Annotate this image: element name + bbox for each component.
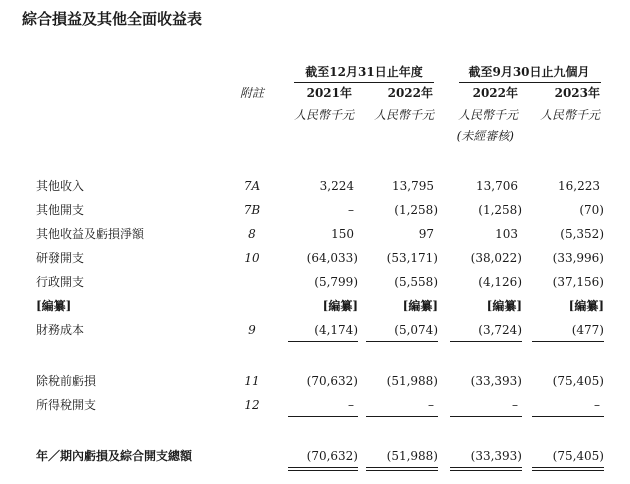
header-note-label: 附註 (240, 86, 265, 100)
total-double-rule (366, 467, 438, 468)
subtotal-rule (450, 341, 522, 342)
cell-value: 3,224 (319, 179, 354, 193)
header-year-group-rule (294, 82, 434, 83)
cell-value: 103 (495, 227, 518, 241)
row-label-rnd: 研發開支 (36, 251, 85, 265)
cell-value: (5,352) (560, 227, 604, 241)
total-double-rule (450, 467, 522, 468)
cell-value: (3,724) (478, 323, 522, 337)
header-unit-2: 人民幣千元 (373, 108, 434, 122)
row-label-other-expenses: 其他開支 (36, 203, 85, 217)
header-unit-1: 人民幣千元 (293, 108, 354, 122)
row-label-admin: 行政開支 (36, 275, 85, 289)
row-note: 7A (243, 179, 261, 193)
cell-value: [編纂] (322, 299, 358, 313)
header-year-4: 2023年 (554, 86, 600, 100)
cell-value: (33,393) (470, 374, 522, 388)
cell-value: (5,558) (394, 275, 438, 289)
header-year-1: 2021年 (306, 86, 352, 100)
cell-value: (4,126) (478, 275, 522, 289)
header-nine-month-group-rule (459, 82, 601, 83)
cell-value: (5,799) (314, 275, 358, 289)
cell-value: – (428, 398, 434, 412)
row-label-loss-before-tax: 除稅前虧損 (36, 374, 97, 388)
cell-value: [編纂] (486, 299, 522, 313)
cell-value: (1,258) (478, 203, 522, 217)
cell-value: 13,706 (476, 179, 518, 193)
cell-value: (37,156) (552, 275, 604, 289)
row-label-total: 年／期內虧損及綜合開支總額 (36, 449, 193, 463)
cell-value: (5,074) (394, 323, 438, 337)
cell-value: (1,258) (394, 203, 438, 217)
subtotal-rule (288, 341, 358, 342)
cell-value: 150 (331, 227, 354, 241)
subtotal-rule (288, 416, 358, 417)
cell-value-total: (75,405) (552, 449, 604, 463)
header-unit-3: 人民幣千元 (457, 108, 518, 122)
total-double-rule (532, 470, 604, 471)
row-note: 8 (248, 227, 256, 241)
row-label-redacted: [編纂] (36, 299, 72, 313)
cell-value: (477) (571, 323, 604, 337)
cell-value-total: (70,632) (306, 449, 358, 463)
total-double-rule (288, 470, 358, 471)
total-double-rule (450, 470, 522, 471)
row-note: 10 (244, 251, 260, 265)
row-note: 9 (248, 323, 256, 337)
cell-value: [編纂] (568, 299, 604, 313)
row-note: 12 (244, 398, 260, 412)
header-unit-4: 人民幣千元 (539, 108, 600, 122)
cell-value: – (348, 398, 354, 412)
row-note: 11 (244, 374, 260, 388)
header-year-3: 2022年 (472, 86, 518, 100)
cell-value: (64,033) (306, 251, 358, 265)
total-double-rule (366, 470, 438, 471)
header-year-2: 2022年 (387, 86, 433, 100)
cell-value: – (594, 398, 600, 412)
cell-value: (53,171) (386, 251, 438, 265)
cell-value: (38,022) (470, 251, 522, 265)
cell-value: 97 (418, 227, 434, 241)
cell-value: – (512, 398, 518, 412)
total-double-rule (288, 467, 358, 468)
subtotal-rule (450, 416, 522, 417)
cell-value: 13,795 (392, 179, 434, 193)
total-double-rule (532, 467, 604, 468)
header-unaudited: (未經審核) (456, 129, 514, 143)
cell-value: (70) (579, 203, 604, 217)
cell-value: (75,405) (552, 374, 604, 388)
cell-value: 16,223 (558, 179, 600, 193)
cell-value: (51,988) (386, 374, 438, 388)
row-note: 7B (243, 203, 261, 217)
subtotal-rule (532, 416, 604, 417)
row-label-other-income: 其他收入 (36, 179, 85, 193)
row-label-other-gains: 其他收益及虧損淨額 (36, 227, 145, 241)
row-label-income-tax: 所得稅開支 (36, 398, 97, 412)
statement-title: 綜合損益及其他全面收益表 (22, 10, 203, 28)
row-label-finance-costs: 財務成本 (36, 323, 85, 337)
cell-value: – (348, 203, 354, 217)
subtotal-rule (366, 341, 438, 342)
cell-value: [編纂] (402, 299, 438, 313)
cell-value-total: (51,988) (386, 449, 438, 463)
cell-value-total: (33,393) (470, 449, 522, 463)
header-year-group: 截至12月31日止年度 (305, 65, 423, 79)
header-nine-month-group: 截至9月30日止九個月 (468, 65, 590, 79)
subtotal-rule (366, 416, 438, 417)
cell-value: (33,996) (552, 251, 604, 265)
cell-value: (70,632) (306, 374, 358, 388)
subtotal-rule (532, 341, 604, 342)
cell-value: (4,174) (314, 323, 358, 337)
